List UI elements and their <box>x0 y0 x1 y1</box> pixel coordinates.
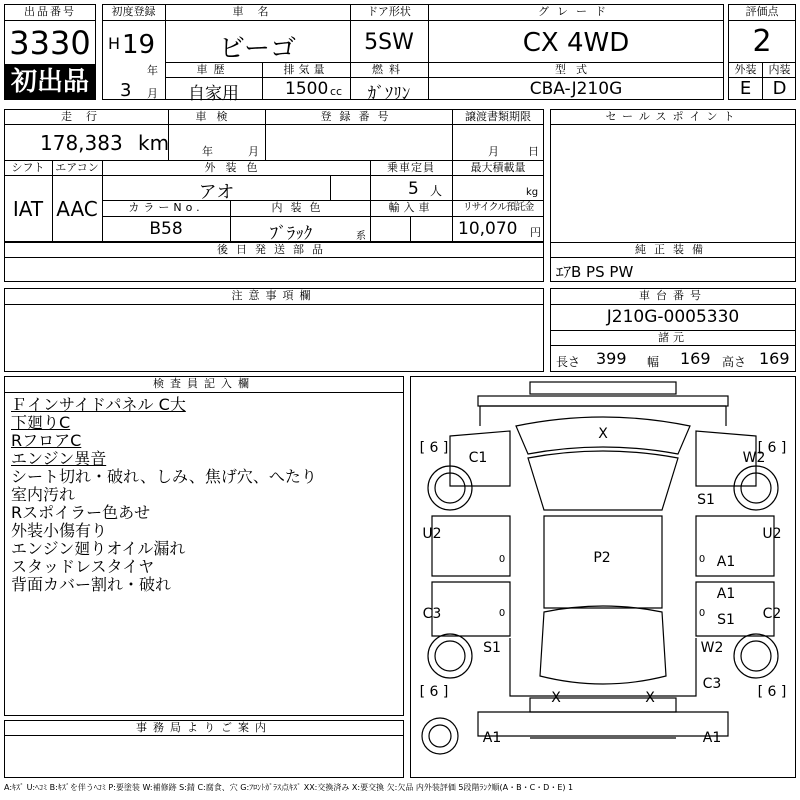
width-label: 幅 <box>647 355 660 369</box>
color-no: B58 <box>149 219 183 239</box>
score: 2 <box>752 24 772 59</box>
capacity-unit: 人 <box>430 184 443 198</box>
note-line: シート切れ・破れ、しみ、焦げ穴、へたり <box>11 467 317 486</box>
history-label: 車歴 <box>196 63 231 76</box>
door-type-label: ドア形状 <box>367 5 411 18</box>
fuel: ｶﾞｿﾘﾝ <box>367 84 411 104</box>
mark-a1-bottom-left: A1 <box>482 730 502 746</box>
mark-small-0: 0 <box>498 608 506 619</box>
chassis-label: 車台番号 <box>639 289 707 302</box>
recycle: 10,070 <box>458 219 518 239</box>
recycle-label: リサイクル預託金 <box>462 202 534 213</box>
interior-grade-label: 内装 <box>768 63 791 76</box>
capacity: 5 <box>408 179 419 199</box>
model-code: CBA-J210G <box>529 79 623 99</box>
door-type: 5SW <box>364 30 414 55</box>
dimensions-label: 諸元 <box>658 331 688 344</box>
interior-color-suffix: 系 <box>356 231 366 242</box>
mark-small-0: 0 <box>698 554 706 565</box>
shift-label: シフト <box>11 161 45 174</box>
note-line: 室内汚れ <box>11 485 76 504</box>
aircon: AAC <box>56 197 98 221</box>
tire-bracket-fr: [ 6 ] <box>757 440 787 456</box>
lot-number-label: 出品番号 <box>24 5 76 18</box>
tire-bracket-rr: [ 6 ] <box>757 684 787 700</box>
genuine-equipment-label: 純正装備 <box>635 243 711 256</box>
note-line: RフロアC <box>11 431 82 450</box>
interior-color: ﾌﾞﾗｯｸ <box>269 224 313 244</box>
office-info-label: 事務局よりご案内 <box>136 721 272 734</box>
interior-color-label: 内装色 <box>271 201 329 214</box>
tire-bracket-rl: [ 6 ] <box>419 684 449 700</box>
fuel-label: 燃料 <box>372 63 406 76</box>
chassis-number: J210G-0005330 <box>606 307 740 327</box>
model-code-label: 型式 <box>555 63 597 76</box>
exterior-color-label: 外装色 <box>204 161 268 174</box>
grade: CX 4WD <box>522 28 630 58</box>
inspector-notes <box>11 396 401 594</box>
import-label: 輸入車 <box>388 201 434 214</box>
note-line: 背面カバー割れ・破れ <box>11 575 172 594</box>
mark-small-0: 0 <box>498 554 506 565</box>
first-reg-era: H <box>108 34 121 53</box>
exterior-grade-label: 外装 <box>734 63 757 76</box>
mark-u2-right: U2 <box>762 526 782 542</box>
mileage: 178,383 <box>40 131 123 155</box>
note-line: 外装小傷有り <box>11 521 108 540</box>
mark-c3-right: C3 <box>702 676 722 692</box>
later-parts-label: 後日発送部品 <box>217 243 331 256</box>
max-load-unit: kg <box>526 187 539 198</box>
recycle-unit: 円 <box>530 226 541 239</box>
displacement: 1500 <box>285 79 329 99</box>
mark-w2-top: W2 <box>742 450 766 466</box>
transfer-docs-label: 譲渡書類期限 <box>465 110 531 123</box>
mark-w2-right: W2 <box>700 640 724 656</box>
mark-c1: C1 <box>468 450 488 466</box>
lot-number: 3330 <box>9 24 91 62</box>
mark-a1-right-1: A1 <box>716 554 736 570</box>
note-line: スタッドレスタイヤ <box>11 557 155 576</box>
car-name: ビーゴ <box>219 34 296 64</box>
aircon-label: エアコン <box>55 161 99 174</box>
genuine-equipment: ｴｱB PS PW <box>556 263 634 281</box>
tire-bracket-fl: [ 6 ] <box>419 440 449 456</box>
transfer-month-unit: 月 <box>488 145 499 158</box>
width: 169 <box>680 349 711 368</box>
mark-p2: P2 <box>593 550 611 566</box>
first-reg-year: 19 <box>122 30 156 60</box>
car-name-label: 車名 <box>232 5 283 18</box>
mileage-unit: km <box>138 131 170 155</box>
mark-a1-bottom-right: A1 <box>702 730 722 746</box>
transfer-day-unit: 日 <box>528 145 539 158</box>
mark-rear-x-left: X <box>551 690 561 706</box>
first-reg-label: 初度登録 <box>111 5 156 18</box>
history: 自家用 <box>188 84 239 104</box>
mileage-label: 走行 <box>61 110 111 123</box>
mark-front-x: X <box>598 426 608 442</box>
first-reg-month: 3 <box>120 80 132 101</box>
car-diagram <box>410 376 796 778</box>
first-listing-text: 初出品 <box>10 67 89 97</box>
color-no-label: カラーNo. <box>128 201 204 214</box>
first-reg-year-unit: 年 <box>147 64 158 77</box>
mark-s1-left: S1 <box>483 640 501 656</box>
mark-s1-right-top: S1 <box>697 492 715 508</box>
displacement-unit: cc <box>330 85 343 98</box>
caution-label: 注意事項欄 <box>231 289 317 302</box>
note-line: Rスポイラー色あせ <box>11 503 151 522</box>
mark-u2-left: U2 <box>422 526 442 542</box>
capacity-label: 乗車定員 <box>387 161 435 174</box>
shift: IAT <box>12 197 44 221</box>
note-line: Ｆインサイドパネル C大 <box>11 395 186 414</box>
inspection-year-unit: 年 <box>202 145 213 158</box>
registration-number-label: 登録番号 <box>320 110 397 123</box>
mark-rear-x-right: X <box>645 690 655 706</box>
mark-small-0: 0 <box>698 608 706 619</box>
exterior-grade: E <box>739 78 752 99</box>
height-label: 高さ <box>722 355 747 369</box>
mark-s1-right-mid: S1 <box>717 612 735 628</box>
note-line: エンジン異音 <box>11 449 107 468</box>
score-label: 評価点 <box>745 5 779 18</box>
height: 169 <box>759 349 790 368</box>
inspection-month-unit: 月 <box>248 145 259 158</box>
interior-grade: D <box>772 78 787 99</box>
mark-a1-right-2: A1 <box>716 586 736 602</box>
length: 399 <box>596 349 627 368</box>
displacement-label: 排気量 <box>283 63 329 76</box>
mark-c2-right: C2 <box>762 606 782 622</box>
note-line: エンジン廻りオイル漏れ <box>11 539 186 558</box>
mark-c3-left: C3 <box>422 606 442 622</box>
exterior-color: アオ <box>198 182 235 203</box>
legend: A:ｷｽﾞ U:ﾍｺﾐ B:ｷｽﾞを伴うﾍｺﾐ P:要塗装 W:補修跡 S:錆 C:腐食、穴 G:ﾌﾛﾝﾄｶﾞﾗｽ点ｷｽﾞ XX:交換済み X:要交換 欠:欠品 内外装評価 5段階ﾗﾝｸ順(A・B・C・D・E) 1 <box>4 783 574 792</box>
note-line: 下廻りC <box>11 413 71 432</box>
sales-points-label: セールスポイント <box>605 110 741 123</box>
length-label: 長さ <box>556 355 581 369</box>
grade-label: グレード <box>538 5 614 18</box>
inspection-label: 車検 <box>195 110 238 123</box>
first-reg-month-unit: 月 <box>147 87 158 100</box>
max-load-label: 最大積載量 <box>470 161 526 174</box>
inspector-label: 検査員記入欄 <box>153 377 255 390</box>
